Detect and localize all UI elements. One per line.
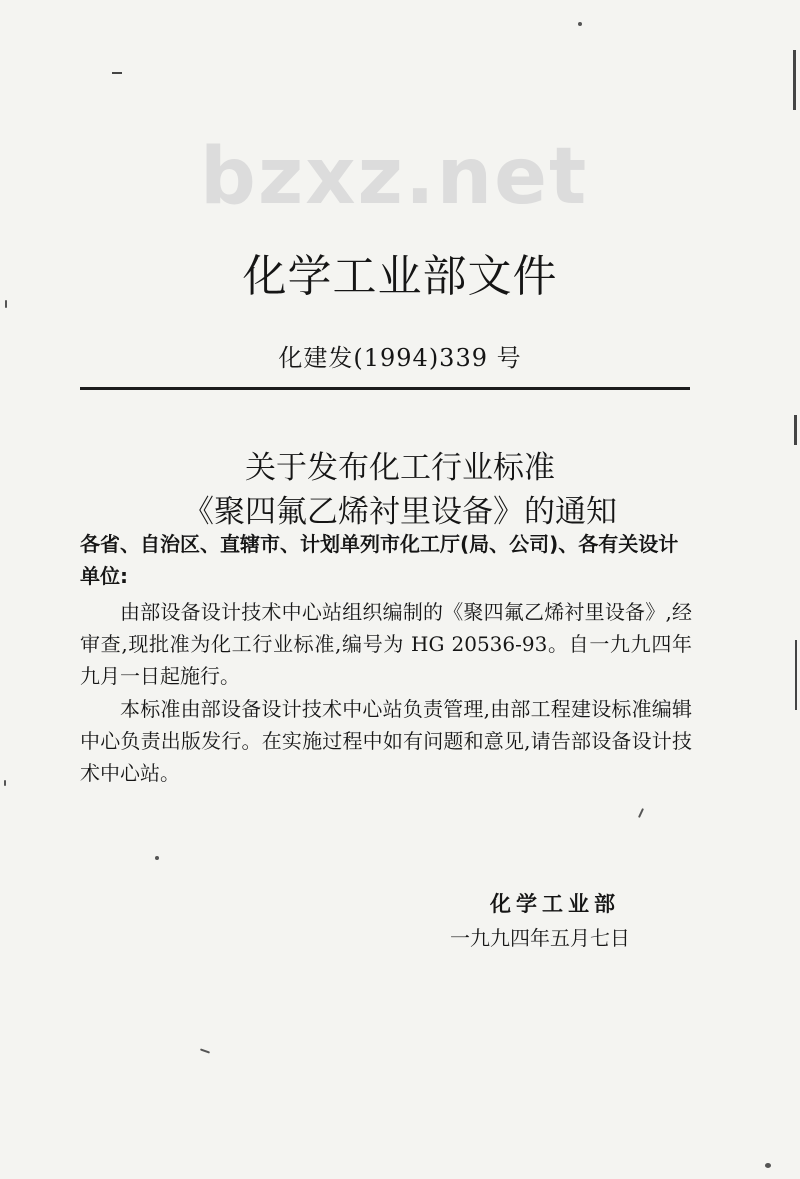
scan-speck <box>638 808 644 818</box>
watermark: bzxz.net <box>200 132 589 222</box>
scan-edge-mark <box>794 415 797 445</box>
scan-speck <box>155 856 159 860</box>
scan-edge-mark <box>793 50 796 110</box>
body-paragraph-2: 本标准由部设备设计技术中心站负责管理,由部工程建设标准编辑中心负责出版发行。在实施过程中如有问题和意见,请告部设备设计技术中心站。 <box>80 697 692 785</box>
scan-speck <box>578 22 582 26</box>
scan-edge-mark <box>112 72 122 74</box>
notice-title-line-2: 《聚四氟乙烯衬里设备》的通知 <box>183 494 617 530</box>
scan-speck <box>765 1163 771 1168</box>
scan-speck <box>200 1048 210 1053</box>
header-divider <box>80 387 690 390</box>
scan-edge-mark <box>795 640 797 710</box>
issuer-signature: 化学工业部 <box>490 892 620 916</box>
document-header-title: 化学工业部文件 <box>242 251 558 302</box>
issue-date: 一九九四年五月七日 <box>450 926 630 950</box>
notice-title-line-1: 关于发布化工行业标准 <box>245 450 555 486</box>
body-paragraph-1: 由部设备设计技术中心站组织编制的《聚四氟乙烯衬里设备》,经审查,现批准为化工行业标准,编号为 HG 20536-93。自一九九四年九月一日起施行。 <box>80 600 692 688</box>
scan-speck <box>5 300 7 308</box>
scan-speck <box>4 780 6 786</box>
document-number: 化建发(1994)339 号 <box>278 344 522 372</box>
addressee: 各省、自治区、直辖市、计划单列市化工厅(局、公司)、各有关设计单位: <box>80 532 679 588</box>
